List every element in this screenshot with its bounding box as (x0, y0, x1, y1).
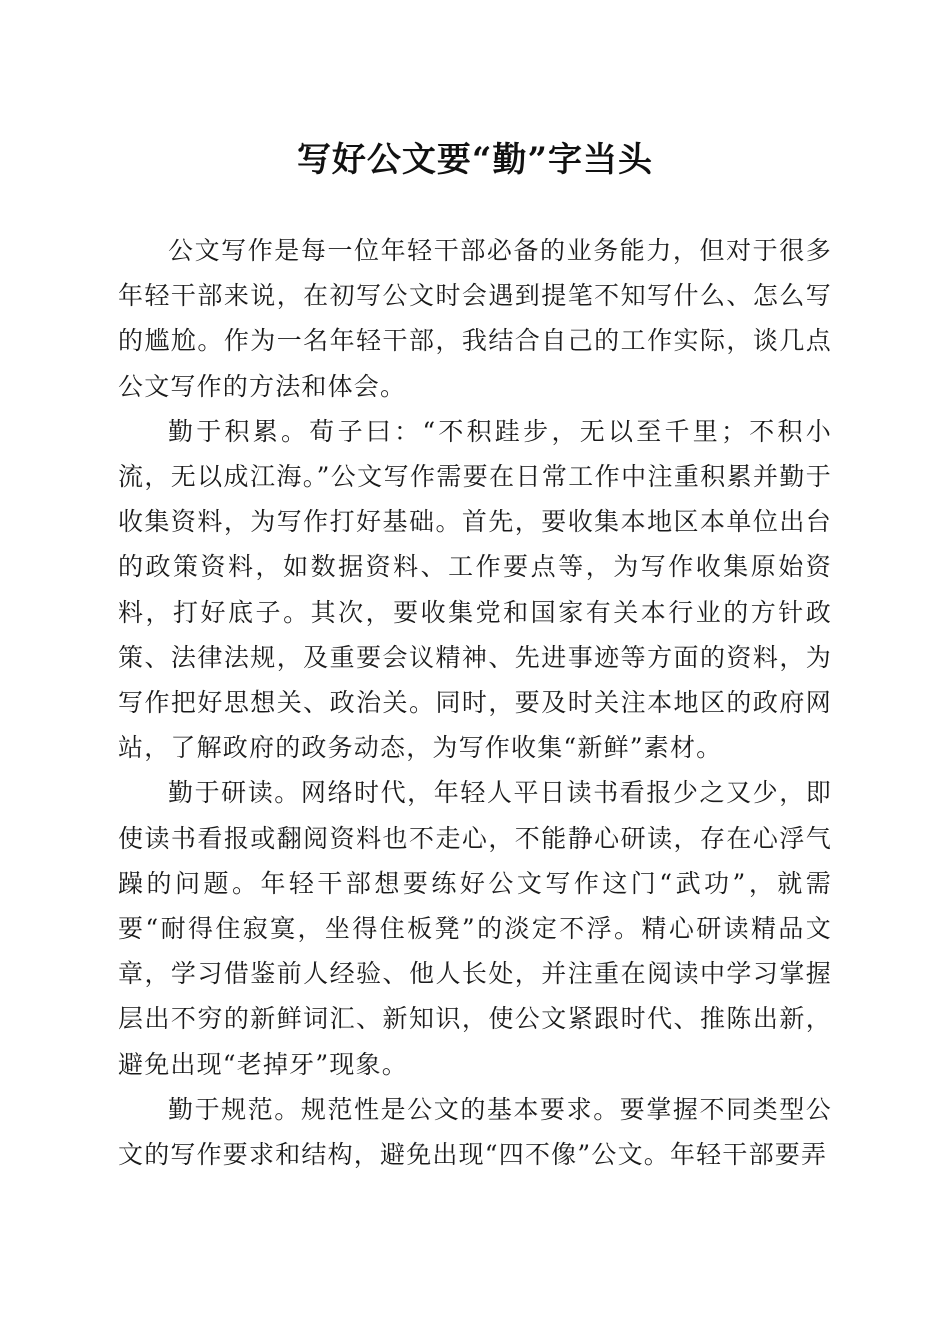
paragraph-introduction: 公文写作是每一位年轻干部必备的业务能力，但对于很多年轻干部来说，在初写公文时会遇到提笔不知写什么、怎么写的尴尬。作为一名年轻干部，我结合自己的工作实际，谈几点公文写作的方法和体会。 (118, 236, 832, 401)
paragraph-study: 勤于研读。网络时代，年轻人平日读书看报少之又少，即使读书看报或翻阅资料也不走心，不能静心研读，存在心浮气躁的问题。年轻干部想要练好公文写作这门“武功”，就需要“耐得住寂寞，坐得住板凳”的淡定不浮。精心研读精品文章，学习借鉴前人经验、他人长处，并注重在阅读中学习掌握层出不穷的新鲜词汇、新知识，使公文紧跟时代、推陈出新，避免出现“老掉牙”现象。 (118, 778, 832, 1079)
paragraph-accumulation: 勤于积累。荀子曰：“不积跬步，无以至千里；不积小流，无以成江海。”公文写作需要在日常工作中注重积累并勤于收集资料，为写作打好基础。首先，要收集本地区本单位出台的政策资料，如数据资料、工作要点等，为写作收集原始资料，打好底子。其次，要收集党和国家有关本行业的方针政策、法律法规，及重要会议精神、先进事迹等方面的资料，为写作把好思想关、政治关。同时，要及时关注本地区的政府网站，了解政府的政务动态，为写作收集“新鲜”素材。 (118, 416, 832, 763)
document-body (118, 228, 832, 1177)
paragraph-standardization: 勤于规范。规范性是公文的基本要求。要掌握不同类型公文的写作要求和结构，避免出现“四不像”公文。年轻干部要弄 (118, 1094, 832, 1170)
document-title: 写好公文要“勤”字当头 (296, 140, 654, 180)
